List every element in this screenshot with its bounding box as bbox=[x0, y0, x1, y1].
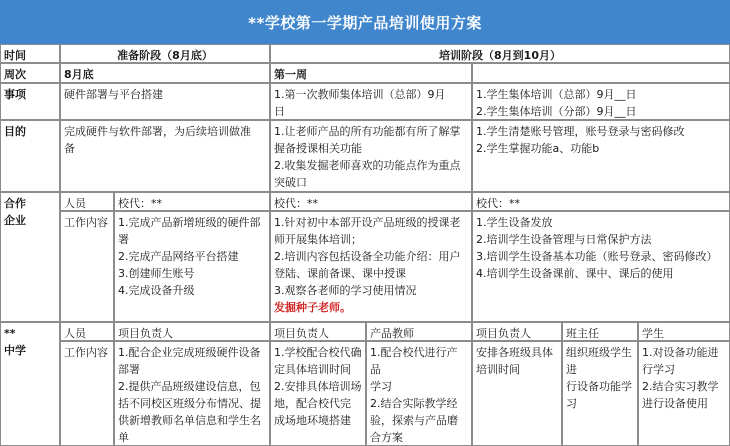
goal-prep-line: 备 bbox=[64, 142, 75, 155]
school-prep-person-cell[interactable] bbox=[114, 322, 270, 341]
school-week1-person-b-cell[interactable] bbox=[366, 322, 472, 341]
coop-week1-work-cell[interactable] bbox=[270, 211, 472, 322]
coop-week2-work-line: 4.培训学生设备课前、课中、课后的使用 bbox=[476, 267, 674, 280]
coop-work-label: 工作内容 bbox=[64, 216, 108, 229]
items-prep-text: 硬件部署与平台搭建 bbox=[64, 88, 163, 101]
coop-prep-work-line: 署 bbox=[118, 233, 129, 246]
time-label-cell[interactable] bbox=[0, 44, 60, 63]
coop-person-label-cell[interactable] bbox=[60, 192, 114, 211]
school-prep-work-cell[interactable] bbox=[114, 341, 270, 446]
school-week2-work-c-line: 进行设备使用 bbox=[642, 397, 708, 410]
coop-week1-person: 校代：** bbox=[274, 197, 318, 210]
coop-week2-work-cell[interactable] bbox=[472, 211, 730, 322]
school-week1-work-a-line: 2.安排具体培训场 bbox=[274, 380, 362, 393]
goal-week1-line: 2.收集发掘老师喜欢的功能点作为重点 bbox=[274, 159, 461, 172]
school-prep-work-line: 供新增教师名单信息和学生名 bbox=[118, 414, 261, 427]
school-label-cell[interactable] bbox=[0, 322, 60, 446]
coop-week1-work-line: 登陆、课前备课、课中授课 bbox=[274, 267, 406, 280]
coop-label-cell[interactable] bbox=[0, 192, 60, 322]
items-week1-cell[interactable] bbox=[270, 83, 472, 120]
school-week2-work-c-cell[interactable] bbox=[638, 341, 730, 446]
school-week2-person-c-cell[interactable] bbox=[638, 322, 730, 341]
school-week2-person-c: 学生 bbox=[642, 327, 664, 340]
week-prep-value: 8月底 bbox=[64, 68, 94, 81]
coop-prep-work-line: 4.完成设备升级 bbox=[118, 284, 195, 297]
goal-week1-line: 突破口 bbox=[274, 176, 307, 189]
school-week2-work-b-cell[interactable] bbox=[562, 341, 638, 446]
coop-label-line1: 合作 bbox=[4, 197, 26, 210]
coop-prep-work-line: 2.完成产品网络平台搭建 bbox=[118, 250, 239, 263]
coop-prep-work-cell[interactable] bbox=[114, 211, 270, 322]
coop-prep-person-cell[interactable] bbox=[114, 192, 270, 211]
coop-person-label: 人员 bbox=[64, 197, 86, 210]
sheet-title: **学校第一学期产品培训使用方案 bbox=[0, 0, 730, 44]
school-prep-work-line: 单 bbox=[118, 431, 129, 444]
week-1-cell[interactable] bbox=[270, 63, 472, 83]
school-week2-work-b-line: 习 bbox=[566, 397, 577, 410]
goal-label-cell[interactable] bbox=[0, 120, 60, 192]
seed-teacher-highlight: 发掘种子老师。 bbox=[274, 301, 351, 314]
school-prep-work-line: 1.配合企业完成班级硬件设备 bbox=[118, 346, 261, 359]
school-week2-work-a-line: 培训时间 bbox=[476, 363, 520, 376]
coop-week1-work-line: 师开展集体培训； bbox=[274, 233, 362, 246]
items-week1-line: 1.第一次教师集体培训（总部）9月 bbox=[274, 88, 446, 101]
school-week1-person-a: 项目负责人 bbox=[274, 327, 329, 340]
school-week2-work-b-line: 行设备功能学 bbox=[566, 380, 632, 393]
coop-week2-work-line: 3.培训学生设备基本功能（账号登录、密码修改） bbox=[476, 250, 718, 263]
school-week2-person-b: 班主任 bbox=[566, 327, 599, 340]
prep-stage-header[interactable] bbox=[60, 44, 270, 63]
coop-prep-person: 校代：** bbox=[118, 197, 162, 210]
goal-week2-line: 2.学生掌握功能a、功能b bbox=[476, 142, 600, 155]
week-2-cell[interactable] bbox=[472, 63, 730, 83]
prep-stage-label: 准备阶段（8月底） bbox=[117, 49, 213, 62]
school-week2-work-b-line: 组织班级学生进 bbox=[566, 346, 632, 376]
coop-prep-work-line: 3.创建师生账号 bbox=[118, 267, 195, 280]
school-week2-work-c-line: 行学习 bbox=[642, 363, 675, 376]
coop-week1-work-line: 3.观察各老师的学习使用情况 bbox=[274, 284, 417, 297]
school-week2-person-a-cell[interactable] bbox=[472, 322, 562, 341]
week-1-value: 第一周 bbox=[274, 68, 307, 81]
school-week2-work-c-line: 1.对设备功能进 bbox=[642, 346, 719, 359]
school-week1-work-a-line: 地，配合校代完 bbox=[274, 397, 351, 410]
goal-label: 目的 bbox=[4, 125, 26, 138]
school-label-line1: ** bbox=[4, 327, 16, 340]
school-week2-work-a-line: 安排各班级具体 bbox=[476, 346, 553, 359]
school-week2-work-c-line: 2.结合实习教学 bbox=[642, 380, 719, 393]
items-week2-line: 2.学生集体培训（分部）9月__日 bbox=[476, 105, 637, 118]
school-work-label: 工作内容 bbox=[64, 346, 108, 359]
school-week1-person-a-cell[interactable] bbox=[270, 322, 366, 341]
coop-work-label-cell[interactable] bbox=[60, 211, 114, 322]
time-label: 时间 bbox=[4, 49, 26, 62]
goal-week1-line: 1.让老师产品的所有功能都有所了解掌 bbox=[274, 125, 461, 138]
school-week1-work-a-line: 定具体培训时间 bbox=[274, 363, 351, 376]
coop-week2-person: 校代：** bbox=[476, 197, 520, 210]
school-week1-work-b-line: 2.结合实际教学经 bbox=[370, 397, 458, 410]
school-week1-work-b-line: 合方案 bbox=[370, 431, 403, 444]
coop-week1-work-line: 1.针对初中本部开设产品班级的授课老 bbox=[274, 216, 461, 229]
school-week1-work-b-line: 1.配合校代进行产品 bbox=[370, 346, 458, 376]
school-week2-person-b-cell[interactable] bbox=[562, 322, 638, 341]
items-week2-line: 1.学生集体培训（总部）9月__日 bbox=[476, 88, 637, 101]
school-person-label-cell[interactable] bbox=[60, 322, 114, 341]
items-label: 事项 bbox=[4, 88, 26, 101]
school-week1-person-b: 产品教师 bbox=[370, 327, 414, 340]
school-week1-work-a-line: 1.学校配合校代确 bbox=[274, 346, 362, 359]
week-label: 周次 bbox=[4, 68, 26, 81]
school-work-label-cell[interactable] bbox=[60, 341, 114, 446]
school-week1-work-b-cell[interactable] bbox=[366, 341, 472, 446]
goal-prep-line: 完成硬件与软件部署，为后续培训做准 bbox=[64, 125, 251, 138]
school-label-line2: 中学 bbox=[4, 344, 26, 357]
items-prep-cell[interactable] bbox=[60, 83, 270, 120]
coop-week1-person-cell[interactable] bbox=[270, 192, 472, 211]
school-week1-work-b-line: 验，探索与产品磨 bbox=[370, 414, 458, 427]
goal-week1-cell[interactable] bbox=[270, 120, 472, 192]
train-stage-header[interactable] bbox=[270, 44, 730, 63]
coop-label-line2: 企业 bbox=[4, 214, 26, 227]
school-week1-work-b-line: 学习 bbox=[370, 380, 392, 393]
week-prep-cell[interactable] bbox=[60, 63, 270, 83]
goal-week1-line: 握备授课相关功能 bbox=[274, 142, 362, 155]
school-prep-work-line: 部署 bbox=[118, 363, 140, 376]
coop-week2-person-cell[interactable] bbox=[472, 192, 730, 211]
coop-week1-work-line: 2.培训内容包括设备全功能介绍：用户 bbox=[274, 250, 461, 263]
week-label-cell[interactable] bbox=[0, 63, 60, 83]
items-week1-line: 日 bbox=[274, 105, 285, 118]
coop-week2-work-line: 1.学生设备发放 bbox=[476, 216, 553, 229]
school-person-label: 人员 bbox=[64, 327, 86, 340]
coop-prep-work-line: 1.完成产品新增班级的硬件部 bbox=[118, 216, 261, 229]
school-week2-person-a: 项目负责人 bbox=[476, 327, 531, 340]
coop-week2-work-line: 2.培训学生设备管理与日常保护方法 bbox=[476, 233, 652, 246]
items-label-cell[interactable] bbox=[0, 83, 60, 120]
goal-prep-cell[interactable] bbox=[60, 120, 270, 192]
school-prep-work-line: 2.提供产品班级建设信息，包 bbox=[118, 380, 261, 393]
school-week1-work-a-cell[interactable] bbox=[270, 341, 366, 446]
school-prep-work-line: 括不同校区班级分布情况、提 bbox=[118, 397, 261, 410]
items-week2-cell[interactable] bbox=[472, 83, 730, 120]
school-prep-person: 项目负责人 bbox=[118, 327, 173, 340]
goal-week2-cell[interactable] bbox=[472, 120, 730, 192]
school-week1-work-a-line: 成场地环境搭建 bbox=[274, 414, 351, 427]
train-stage-label: 培训阶段（8月到10月） bbox=[439, 49, 561, 62]
school-week2-work-a-cell[interactable] bbox=[472, 341, 562, 446]
goal-week2-line: 1.学生清楚账号管理，账号登录与密码修改 bbox=[476, 125, 685, 138]
